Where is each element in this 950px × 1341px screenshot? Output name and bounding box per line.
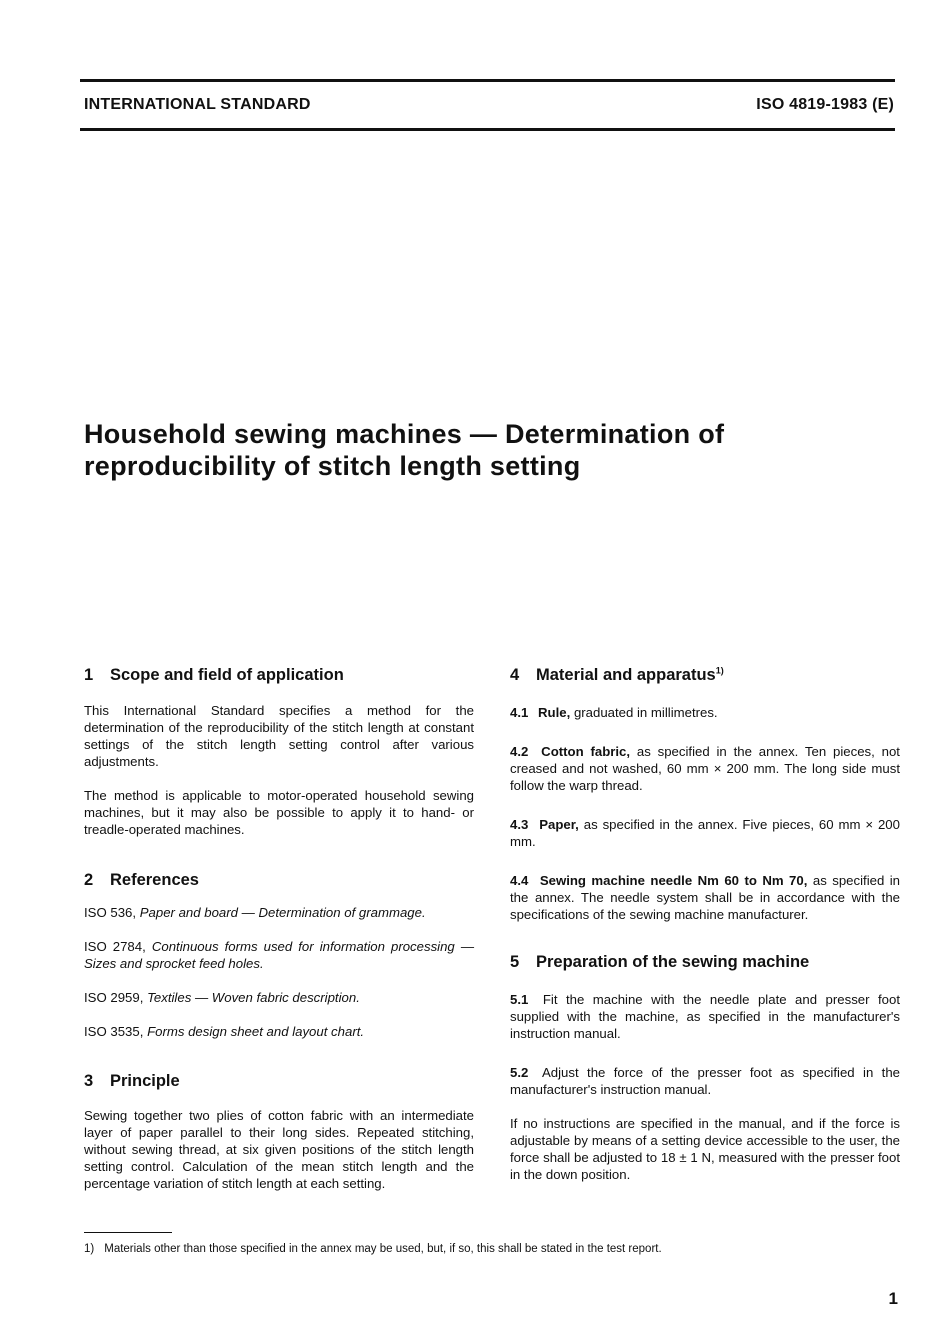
reference-item bbox=[84, 1023, 474, 1040]
clause-5-2 bbox=[510, 1064, 900, 1098]
header-top-rule bbox=[80, 79, 895, 82]
reference-item bbox=[84, 938, 474, 972]
standard-number: ISO 4819-1983 (E) bbox=[756, 96, 894, 113]
reference-code: ISO 2959, bbox=[84, 990, 144, 1005]
clause-4-3 bbox=[510, 816, 900, 850]
reference-item bbox=[84, 989, 474, 1006]
clause-5-1 bbox=[510, 991, 900, 1042]
reference-item bbox=[84, 904, 474, 921]
title-line-1: Household sewing machines — Determination of bbox=[84, 419, 725, 449]
clause-text: graduated in millimetres. bbox=[573, 705, 718, 720]
clause-4-2 bbox=[510, 743, 900, 794]
section-2-title: References bbox=[110, 871, 199, 889]
section-1-paragraph-1: This International Standard specifies a method for the determination of the reproducibility of the stitch length at constant settings of the stitch length setting control after various adjustments. bbox=[84, 703, 474, 769]
document-title bbox=[84, 418, 884, 482]
section-2-number: 2 bbox=[84, 871, 94, 889]
section-4-number: 4 bbox=[510, 666, 520, 684]
section-3-number: 3 bbox=[84, 1072, 94, 1090]
reference-code: ISO 2784, bbox=[84, 939, 146, 954]
clause-term: Paper, bbox=[539, 817, 579, 832]
section-4-title: Material and apparatus bbox=[536, 666, 716, 684]
section-5-paragraph: If no instructions are specified in the manual, and if the force is adjustable by means of a setting device accessible to the user, the force shall be adjusted to 18 ± 1 N, measured with the presser foot in the down position. bbox=[510, 1116, 900, 1182]
section-1-title: Scope and field of application bbox=[110, 666, 344, 684]
clause-number: 4.3 bbox=[510, 817, 529, 832]
section-5-heading bbox=[510, 951, 900, 973]
reference-title: Paper and board — Determination of grammage. bbox=[139, 905, 426, 920]
left-column bbox=[84, 664, 474, 1192]
document-type-label: INTERNATIONAL STANDARD bbox=[84, 96, 311, 113]
page-number: 1 bbox=[888, 1289, 898, 1308]
reference-code: ISO 536, bbox=[84, 905, 137, 920]
right-column bbox=[510, 664, 900, 1183]
section-3-heading bbox=[84, 1070, 474, 1092]
clause-number: 4.1 bbox=[510, 705, 529, 720]
section-3-paragraph: Sewing together two plies of cotton fabric with an intermediate layer of paper parallel to their long sides. Repeated stitching, without sewing thread, at six given positions of the stitch length setting control. Calculation of the mean stitch length and the percentage variation of stitch length at each setting. bbox=[84, 1108, 474, 1191]
footnote-text: Materials other than those specified in the annex may be used, but, if so, this shall be stated in the test report. bbox=[104, 1243, 662, 1255]
title-line-2: reproducibility of stitch length setting bbox=[84, 451, 581, 481]
section-2-heading bbox=[84, 869, 474, 891]
reference-title: Continuous forms used for information processing — Sizes and sprocket feed holes. bbox=[84, 939, 475, 971]
clause-term: Rule, bbox=[538, 705, 571, 720]
section-1-heading bbox=[84, 664, 474, 686]
reference-title: Textiles — Woven fabric description. bbox=[147, 990, 360, 1005]
clause-term: Cotton fabric, bbox=[541, 744, 631, 759]
clause-number: 5.2 bbox=[510, 1065, 529, 1080]
section-1-paragraph-2: The method is applicable to motor-operated household sewing machines, but it may also be possible to apply it to hand- or treadle-operated machines. bbox=[84, 788, 474, 837]
header-bottom-rule bbox=[80, 128, 895, 131]
clause-4-4 bbox=[510, 872, 900, 923]
clause-4-1 bbox=[510, 704, 900, 721]
section-4-heading bbox=[510, 664, 900, 686]
clause-text: Fit the machine with the needle plate and presser foot supplied with the machine, as specified in the manufacturer's instruction manual. bbox=[510, 992, 900, 1041]
section-5-number: 5 bbox=[510, 953, 520, 971]
footnote bbox=[84, 1242, 662, 1256]
clause-text: as specified in the annex. The needle system shall be in accordance with the specifications of the sewing machine manufacturer. bbox=[510, 873, 901, 922]
section-1-number: 1 bbox=[84, 666, 94, 684]
clause-number: 4.2 bbox=[510, 744, 529, 759]
clause-text: as specified in the annex. Five pieces, 60 mm × 200 mm. bbox=[510, 817, 900, 849]
clause-text: Adjust the force of the presser foot as specified in the manufacturer's instruction manual. bbox=[510, 1065, 900, 1097]
clause-number: 4.4 bbox=[510, 873, 529, 888]
clause-term: Sewing machine needle Nm 60 to Nm 70, bbox=[539, 873, 808, 888]
footnote-mark: 1) bbox=[84, 1243, 95, 1255]
footnote-reference: 1) bbox=[715, 665, 724, 676]
reference-code: ISO 3535, bbox=[84, 1024, 144, 1039]
footnote-rule bbox=[84, 1232, 172, 1233]
reference-title: Forms design sheet and layout chart. bbox=[147, 1024, 365, 1039]
clause-text: as specified in the annex. Ten pieces, not creased and not washed, 60 mm × 200 mm. The long side must follow the warp thread. bbox=[510, 744, 900, 793]
section-5-title: Preparation of the sewing machine bbox=[536, 953, 810, 971]
clause-number: 5.1 bbox=[510, 992, 529, 1007]
section-3-title: Principle bbox=[110, 1072, 180, 1090]
